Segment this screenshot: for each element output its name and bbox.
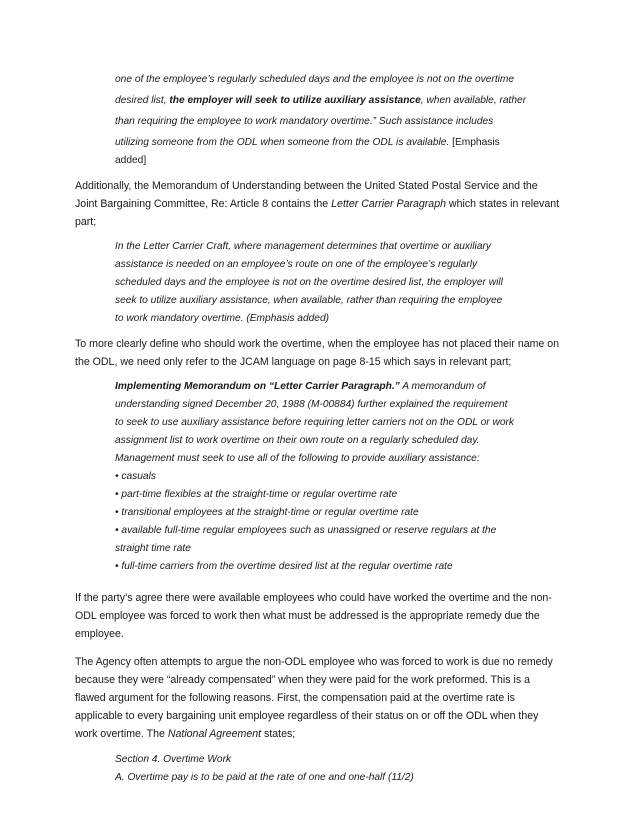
quote-1-emphasis: the employer will seek to utilize auxiliary assistance <box>169 95 421 106</box>
quote-1-line-5: added] <box>115 155 147 166</box>
quote-1-line-2-pre: desired list, <box>115 95 170 106</box>
quote-2-line-3: scheduled days and the employee is not on the overtime desired list, the employer will <box>115 277 503 288</box>
bullet-item-continuation: straight time rate <box>115 543 191 554</box>
quote-1-line-2 <box>115 93 526 109</box>
quote-3-line-2: understanding signed December 20, 1988 (M-00884) further explained the requirement <box>115 399 508 410</box>
bullet-item: • full-time carriers from the overtime desired list at the regular overtime rate <box>115 561 453 572</box>
quote-4-line-2: A. Overtime pay is to be paid at the rate of one and one-half (11/2) <box>115 772 414 783</box>
paragraph-4-line-5-pre: work overtime. The <box>75 728 168 740</box>
quote-1-line-3: than requiring the employee to work mandatory overtime.” Such assistance includes <box>115 116 494 127</box>
bullet-item: • available full-time regular employees such as unassigned or reserve regulars at the <box>115 525 497 536</box>
quote-2-line-1: In the Letter Carrier Craft, where management determines that overtime or auxiliary <box>115 241 491 252</box>
quote-3-line-1-post: A memorandum of <box>399 381 486 392</box>
paragraph-1-line-2-post: which states in relevant <box>445 198 560 210</box>
paragraph-1-line-3: part; <box>75 216 97 228</box>
section-heading: Section 4. Overtime Work <box>115 754 232 765</box>
paragraph-4-line-2: because they were “already compensated” when they were paid for the work preformed. This is a <box>75 674 530 686</box>
quote-3-line-5: Management must seek to use all of the following to provide auxiliary assistance: <box>115 453 480 464</box>
paragraph-4-line-4: applicable to every bargaining unit employee regardless of their status on or off the ODL when they <box>75 710 539 722</box>
paragraph-4-line-5-italic: National Agreement <box>167 728 262 740</box>
paragraph-2-line-2: the ODL, we need only refer to the JCAM language on page 8-15 which says in relevant part; <box>75 356 512 368</box>
bullet-item: • transitional employees at the straight-time or regular overtime rate <box>115 507 419 518</box>
quote-1-line-2-post: , when available, rather <box>420 95 527 106</box>
paragraph-2-line-1: To more clearly define who should work the overtime, when the employee has not placed their name on <box>75 338 560 350</box>
quote-1-line-4 <box>115 135 500 151</box>
paragraph-4-line-3: flawed argument for the following reasons. First, the compensation paid at the overtime rate is <box>75 692 515 704</box>
quote-2-line-5: to work mandatory overtime. (Emphasis added) <box>115 313 330 324</box>
paragraph-3-line-2: ODL employee was forced to work then what must be addressed is the appropriate remedy due the <box>75 610 540 622</box>
paragraph-1-line-2 <box>75 196 559 212</box>
quote-3-line-4: assignment list to work overtime on their own route on a regularly scheduled day. <box>115 435 480 446</box>
paragraph-1-line-2-italic: Letter Carrier Paragraph <box>331 198 446 210</box>
paragraph-1-line-2-pre: Joint Bargaining Committee, Re: Article 8 contains the <box>75 198 332 210</box>
quote-3-line-3: to seek to use auxiliary assistance before requiring letter carriers not on the ODL or work <box>115 417 515 428</box>
quote-3-line-1 <box>115 379 486 395</box>
quote-1-line-4-italic: utilizing someone from the ODL when someone from the ODL is available. <box>115 137 450 148</box>
quote-1-line-4-normal: [Emphasis <box>449 137 500 148</box>
bullet-item: • part-time flexibles at the straight-time or regular overtime rate <box>115 489 398 500</box>
paragraph-4-line-1: The Agency often attempts to argue the non-ODL employee who was forced to work is due no remedy <box>75 656 553 668</box>
bullet-item: • casuals <box>115 471 156 482</box>
paragraph-1-line-1: Additionally, the Memorandum of Understanding between the United Stated Postal Service and the <box>75 180 538 192</box>
quote-2-line-2: assistance is needed on an employee’s route on one of the employee’s regularly <box>115 259 478 270</box>
paragraph-4-line-5 <box>75 726 295 742</box>
paragraph-3-line-3: employee. <box>75 628 124 640</box>
quote-2-line-4: seek to utilize auxiliary assistance, when available, rather than requiring the employee <box>115 295 503 306</box>
quote-1-line-1: one of the employee’s regularly scheduled days and the employee is not on the overtime <box>115 74 515 85</box>
quote-3-heading: Implementing Memorandum on “Letter Carrier Paragraph.” <box>115 381 400 392</box>
paragraph-4-line-5-post: states; <box>261 728 296 740</box>
paragraph-3-line-1: If the party’s agree there were available employees who could have worked the overtime and the non- <box>75 592 552 604</box>
